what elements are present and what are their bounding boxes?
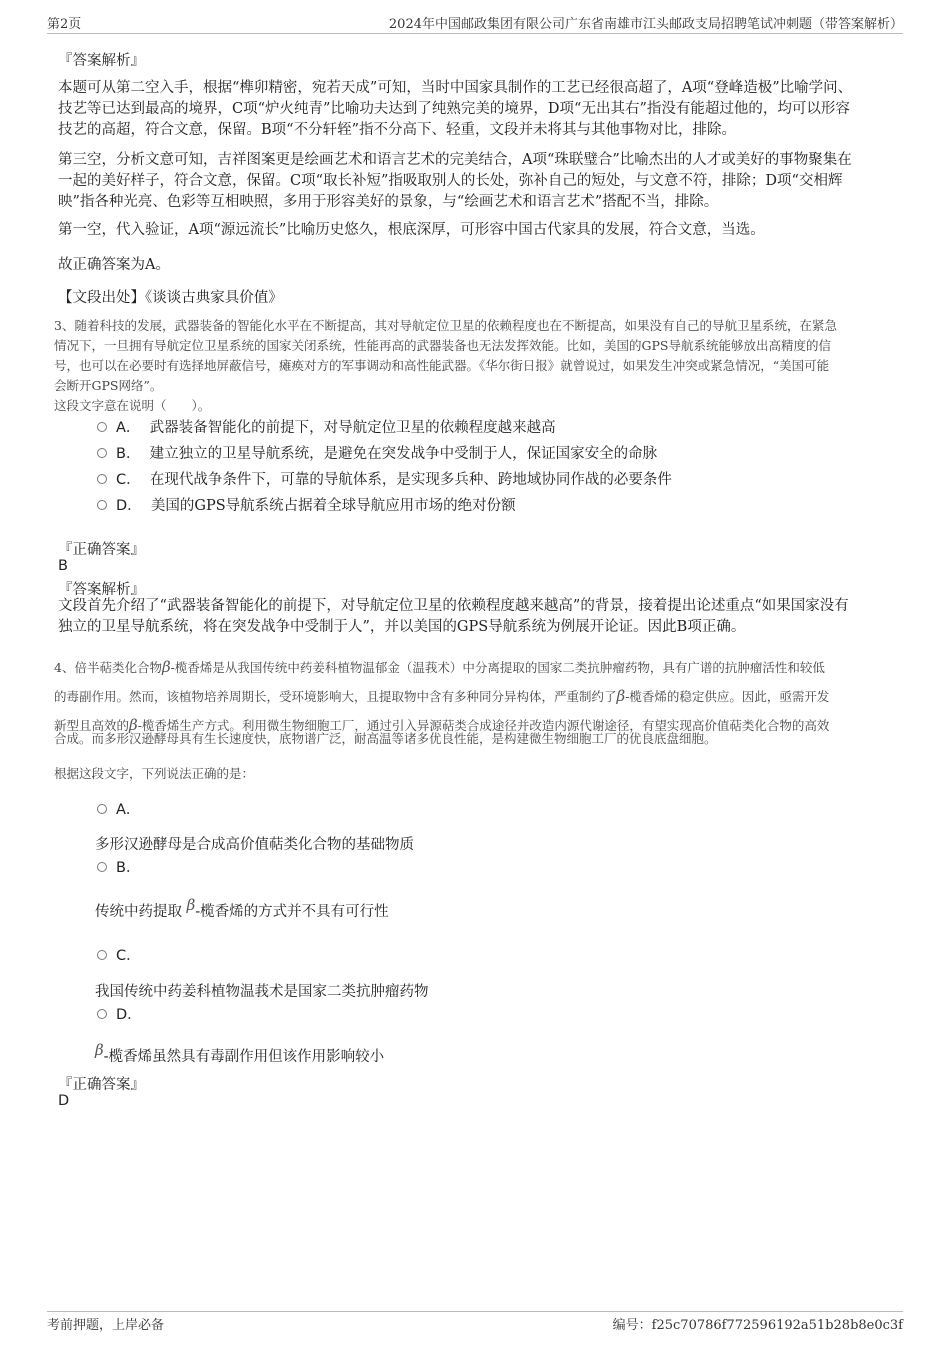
text-span: 传统中药提取 (95, 904, 182, 920)
radio-button[interactable] (97, 804, 107, 814)
q2-analysis-paragraph-3: 第一空，代入验证，A项“源远流长”比喻历史悠久，根底深厚，可形容中国古代家具的发展，符合文意，当选。 (58, 222, 765, 238)
text-span: -榄香烯虽然具有毒副作用但该作用影响较小 (103, 1049, 385, 1065)
text-span: 4、倍半萜类化合物 (54, 660, 162, 675)
option-text: 建立独立的卫星导航系统，是避免在突发战争中受制于人，保证国家安全的命脉 (149, 446, 658, 462)
q4-option-a-text: 多形汉逊酵母是合成高价值萜类化合物的基础物质 (95, 837, 414, 853)
text-line: 技艺的高超，符合文意，保留。B项“不分轩轾”指不分高下、轻重，文段并未将其与其他事物对比，排除。 (58, 122, 736, 138)
text-span: -榄香烯的稳定供应。因此，亟需开发 (625, 689, 830, 704)
document-id: 编号：f25c70786f772596192a51b28b8e0c3f (612, 1318, 903, 1333)
radio-button[interactable] (97, 1009, 107, 1019)
text-span: -榄香烯的方式并不具有可行性 (195, 904, 389, 920)
option-letter: B． (116, 860, 141, 876)
beta-symbol: β (616, 687, 626, 705)
option-text: 武器装备智能化的前提下，对导航定位卫星的依赖程度越来越高 (149, 420, 556, 436)
text-line: 第三空，分析文意可知，吉祥图案更是绘画艺术和语言艺术的完美结合，A项“珠联璧合”比喻杰出的人才或美好的事物聚集在 (58, 152, 852, 168)
q3-answer-label: 『正确答案』 (58, 542, 145, 558)
q4-option-a[interactable] (97, 800, 140, 821)
beta-symbol: β (95, 1041, 104, 1059)
text-line: 情况下，一旦拥有导航定位卫星系统的国家关闭系统，性能再高的武器装备也无法发挥效能。比如，美国的GPS导航系统能够放出高精度的信 (54, 338, 831, 353)
option-letter: D． (116, 498, 142, 514)
header-divider (47, 33, 903, 34)
q4-option-b[interactable] (97, 858, 140, 879)
radio-button[interactable] (97, 474, 107, 484)
page-number: 第2页 (47, 17, 82, 32)
option-letter: A． (116, 420, 141, 436)
q4-stem-last-line: 合成。而多形汉逊酵母具有生长速度快，底物谱广泛，耐高温等诸多优良性能，是构建微生物细胞工厂的优良底盘细胞。 (54, 731, 717, 746)
q4-answer: D (58, 1093, 70, 1109)
beta-symbol: β (186, 896, 196, 914)
beta-symbol: β (129, 716, 138, 734)
option-letter: B． (116, 446, 141, 462)
option-text: 美国的GPS导航系统占据着全球导航应用市场的绝对份额 (150, 498, 516, 514)
text-line: 本题可从第二空入手，根据“榫卯精密，宛若天成”可知，当时中国家具制作的工艺已经很高超了，A项“登峰造极”比喻学问、 (58, 80, 853, 96)
q2-correct-answer-text: 故正确答案为A。 (58, 257, 170, 273)
document-title: 2024年中国邮政集团有限公司广东省南雄市江头邮政支局招聘笔试冲刺题（带答案解析） (388, 17, 903, 32)
option-letter: C． (116, 472, 141, 488)
text-line: 技艺等已达到最高的境界，C项“炉火纯青”比喻功夫达到了纯熟完美的境界，D项“无出其右”指没有能超过他的，均可以形容 (58, 101, 850, 117)
q3-question: 这段文字意在说明（ ）。 (54, 398, 211, 413)
option-letter: D． (116, 1007, 142, 1023)
radio-button[interactable] (97, 422, 107, 432)
option-text: 在现代战争条件下，可靠的导航体系，是实现多兵种、跨地域协同作战的必要条件 (149, 472, 672, 488)
q3-analysis (58, 596, 898, 638)
q2-analysis-paragraph-1 (58, 78, 898, 141)
text-line: 映”指各种光亮、色彩等互相映照，多用于形容美好的景象，与“绘画艺术和语言艺术”搭配不当，排除。 (58, 194, 719, 210)
text-span: -榄香烯生产方式。利用微生物细胞工厂，通过引入异源萜类合成途径并改造内源代谢途径，有望实现高价值萜类化合物的高效 (137, 718, 830, 733)
q4-stem (54, 653, 904, 740)
q4-option-d-text (95, 1041, 385, 1068)
q4-option-c[interactable] (97, 946, 141, 967)
radio-button[interactable] (97, 448, 107, 458)
text-line (54, 653, 904, 682)
beta-symbol: β (161, 658, 171, 676)
q3-option-b[interactable] (97, 444, 657, 465)
text-line: 会断开GPS网络”。 (54, 378, 163, 393)
q2-source: 【文段出处】《谈谈古典家具价值》 (58, 290, 283, 306)
q4-option-d[interactable] (97, 1005, 142, 1026)
text-span: 的毒副作用。然而，该植物培养周期长，受环境影响大，且提取物中含有多种同分异构体，严重制约了 (54, 689, 617, 704)
text-line: 文段首先介绍了“武器装备智能化的前提下，对导航定位卫星的依赖程度越来越高”的背景，接着提出论述重点“如果国家没有 (58, 598, 849, 614)
q4-answer-label: 『正确答案』 (58, 1077, 145, 1093)
q4-option-c-text: 我国传统中药姜科植物温莪术是国家二类抗肿瘤药物 (95, 984, 429, 1000)
q3-option-a[interactable] (97, 418, 556, 439)
q4-option-b-text (95, 896, 389, 923)
q2-analysis-label: 『答案解析』 (58, 53, 145, 69)
footer-slogan: 考前押题，上岸必备 (47, 1318, 165, 1333)
q3-answer: B (58, 558, 68, 574)
radio-button[interactable] (97, 950, 107, 960)
text-line: 独立的卫星导航系统，将在突发战争中受制于人”，并以美国的GPS导航系统为例展开论证。因此B项正确。 (58, 619, 746, 635)
text-line: 一起的美好样子，符合文意，保留。C项“取长补短”指吸取别人的长处，弥补自己的短处，与文意不符，排除；D项“交相辉 (58, 173, 843, 189)
radio-button[interactable] (97, 862, 107, 872)
q3-stem (54, 316, 899, 396)
q3-analysis-label: 『答案解析』 (58, 582, 145, 598)
radio-button[interactable] (97, 500, 107, 510)
q3-option-c[interactable] (97, 470, 672, 491)
footer-divider (47, 1311, 903, 1312)
text-span: -榄香烯是从我国传统中药姜科植物温郁金（温莪术）中分离提取的国家二类抗肿瘤药物，具有广谱的抗肿瘤活性和较低 (170, 660, 825, 675)
text-line: 3、随着科技的发展，武器装备的智能化水平在不断提高，其对导航定位卫星的依赖程度也在不断提高，如果没有自己的导航卫星系统，在紧急 (54, 318, 837, 333)
q4-question: 根据这段文字，下列说法正确的是： (54, 766, 255, 781)
text-span: 新型且高效的 (54, 718, 130, 733)
text-line (54, 682, 904, 711)
text-line: 号，也可以在必要时有选择地屏蔽信号，瘫痪对方的军事调动和高性能武器。《华尔街日报》就曾说过，如果发生冲突或紧急情况，“美国可能 (54, 358, 830, 373)
q3-option-d[interactable] (97, 496, 516, 517)
q2-analysis-paragraph-2 (58, 150, 898, 213)
option-letter: A． (116, 802, 141, 818)
option-letter: C． (116, 948, 141, 964)
